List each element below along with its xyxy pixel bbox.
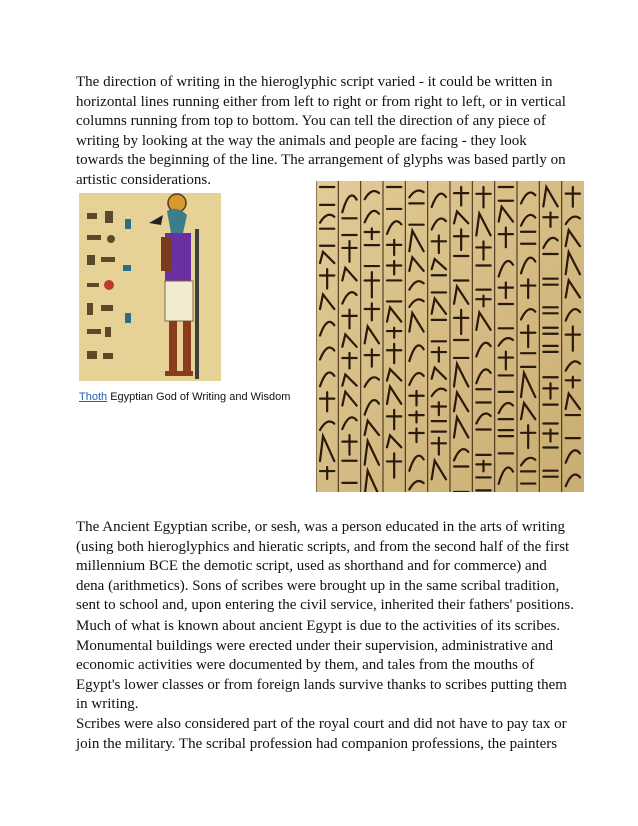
paragraph-royal-court: Scribes were also considered part of the royal court and did not have to pay tax or join the military. The scribal profession had companion professions, the painters	[76, 716, 567, 752]
paragraph-hieroglyph-direction: The direction of writing in the hieroglyphic script varied - it could be written in horizontal lines running either from left to right or from right to left, or in vertical columns running from top to bottom. You can tell the direction of any piece of writing by looking at the way the animals and people are facing - they look towards the beginning of the line. The arrangement of glyphs was based partly on artistic considerations.	[76, 74, 566, 188]
thoth-illustration	[79, 193, 221, 381]
papyrus-hieroglyphs-image	[316, 181, 584, 492]
paragraph-scribe: The Ancient Egyptian scribe, or sesh, was a person educated in the arts of writing (using both hieroglyphics and hieratic scripts, and from the second half of the first millennium BCE the demotic script, used as shorthand and for commerce) and dena (arithmetics). Sons of scribes were brought up in the same scribal tradition, sent to school and, upon entering the civil service, inherited their fathers' positions.	[76, 519, 574, 614]
thoth-link[interactable]: Thoth	[79, 391, 108, 403]
paragraph-scribe-activities: Much of what is known about ancient Egypt is due to the activities of its scribes. Monumental buildings were erected under their supervision, administrative and economic activities were documented by them, and tales from the mouths of Egypt's lower classes or from foreign lands survive thanks to scribes putting them in writing.	[76, 618, 567, 713]
figure-caption	[79, 391, 290, 403]
caption-text: Egyptian God of Writing and Wisdom	[107, 391, 291, 403]
